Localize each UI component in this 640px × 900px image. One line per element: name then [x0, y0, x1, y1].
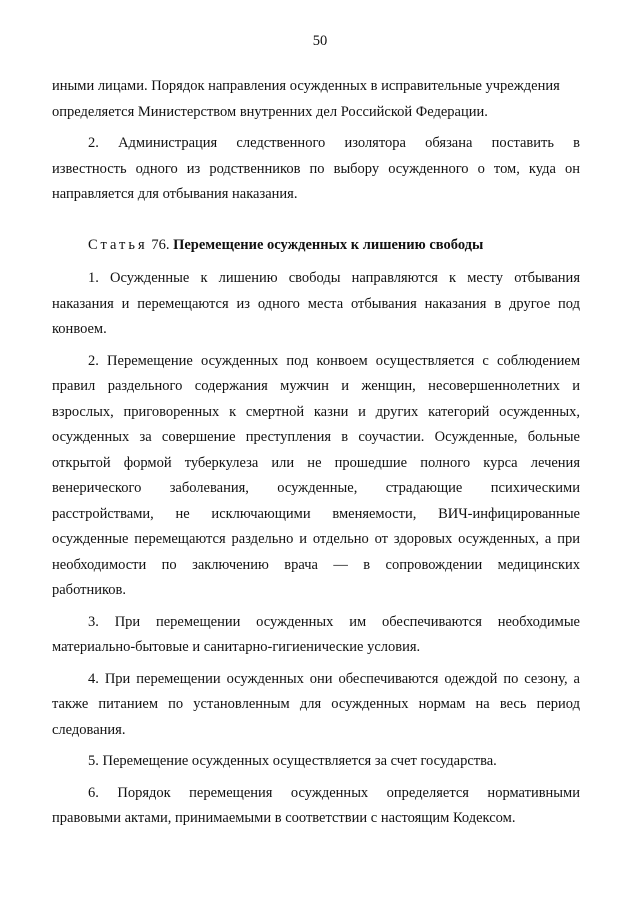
text-line: 4. При перемещении осужденных они обеспечиваются одеждой по сезону, а [88, 670, 580, 687]
paragraph-continuation [52, 74, 580, 125]
text-line: направляется для отбывания наказания. [52, 186, 298, 202]
text-line: 2. Администрация следственного изолятора обязана поставить в [88, 135, 580, 151]
paragraph-article-item-6 [52, 781, 580, 832]
text-line: осужденные перемещаются раздельно и отдельно от здоровых осужденных, а при [52, 531, 580, 547]
text-line: взрослых, приговоренных к смертной казни и других категорий осужденных, [52, 403, 580, 420]
text-line: наказания и перемещаются из одного места отбывания наказания в другое под [52, 295, 580, 312]
text-line: 5. Перемещение осужденных осуществляется за счет государства. [88, 753, 497, 769]
article-number: 76. [151, 236, 170, 253]
document-body [52, 74, 580, 832]
paragraph-article-item-1 [52, 266, 580, 343]
paragraph-article-item-2 [52, 349, 580, 604]
text-line: 2. Перемещение осужденных под конвоем осуществляется с соблюдением [88, 352, 580, 369]
paragraph-article-item-4 [52, 667, 580, 744]
text-line: определяется Министерством внутренних дел Российской Федерации. [52, 103, 488, 120]
text-line: следования. [52, 721, 126, 738]
article-word: Статья [88, 236, 148, 253]
text-line: осужденных за совершение преступления в соучастии. Осужденные, больные [52, 429, 580, 445]
text-line: венерического заболевания, осужденные, страдающие психическими [52, 480, 580, 496]
article-heading [52, 233, 580, 259]
page-number: 50 [312, 33, 328, 49]
text-line: работников. [52, 582, 127, 598]
text-line: правовыми актами, принимаемыми в соответствии с настоящим Кодексом. [52, 810, 516, 826]
text-line: необходимости по заключению врача — в сопровождении медицинских [52, 556, 580, 573]
text-line: материально-бытовые и санитарно-гигиенические условия. [52, 639, 421, 655]
article-title: Перемещение осужденных к лишению свободы [173, 236, 484, 253]
paragraph-item-2-previous-article [52, 131, 580, 208]
text-line: правил раздельного содержания мужчин и женщин, несовершеннолетних и [52, 378, 580, 394]
paragraph-article-item-3 [52, 610, 580, 661]
text-line: расстройствами, не исключающими вменяемости, ВИЧ-инфицированные [52, 505, 580, 522]
text-line: известность одного из родственников по выбору осужденного о том, куда он [52, 160, 580, 177]
text-line: конвоем. [52, 321, 107, 337]
text-line: 3. При перемещении осужденных им обеспечиваются необходимые [88, 613, 580, 630]
text-line: 1. Осужденные к лишению свободы направляются к месту отбывания [88, 270, 580, 286]
text-line: открытой формой туберкулеза или не прошедшие полного курса лечения [52, 454, 580, 471]
paragraph-article-item-5 [52, 749, 580, 775]
text-line: иными лицами. Порядок направления осужденных в исправительные учреждения [52, 78, 560, 94]
text-line: 6. Порядок перемещения осужденных определяется нормативными [88, 784, 580, 801]
text-line: также питанием по установленным для осужденных нормам на весь период [52, 696, 580, 712]
